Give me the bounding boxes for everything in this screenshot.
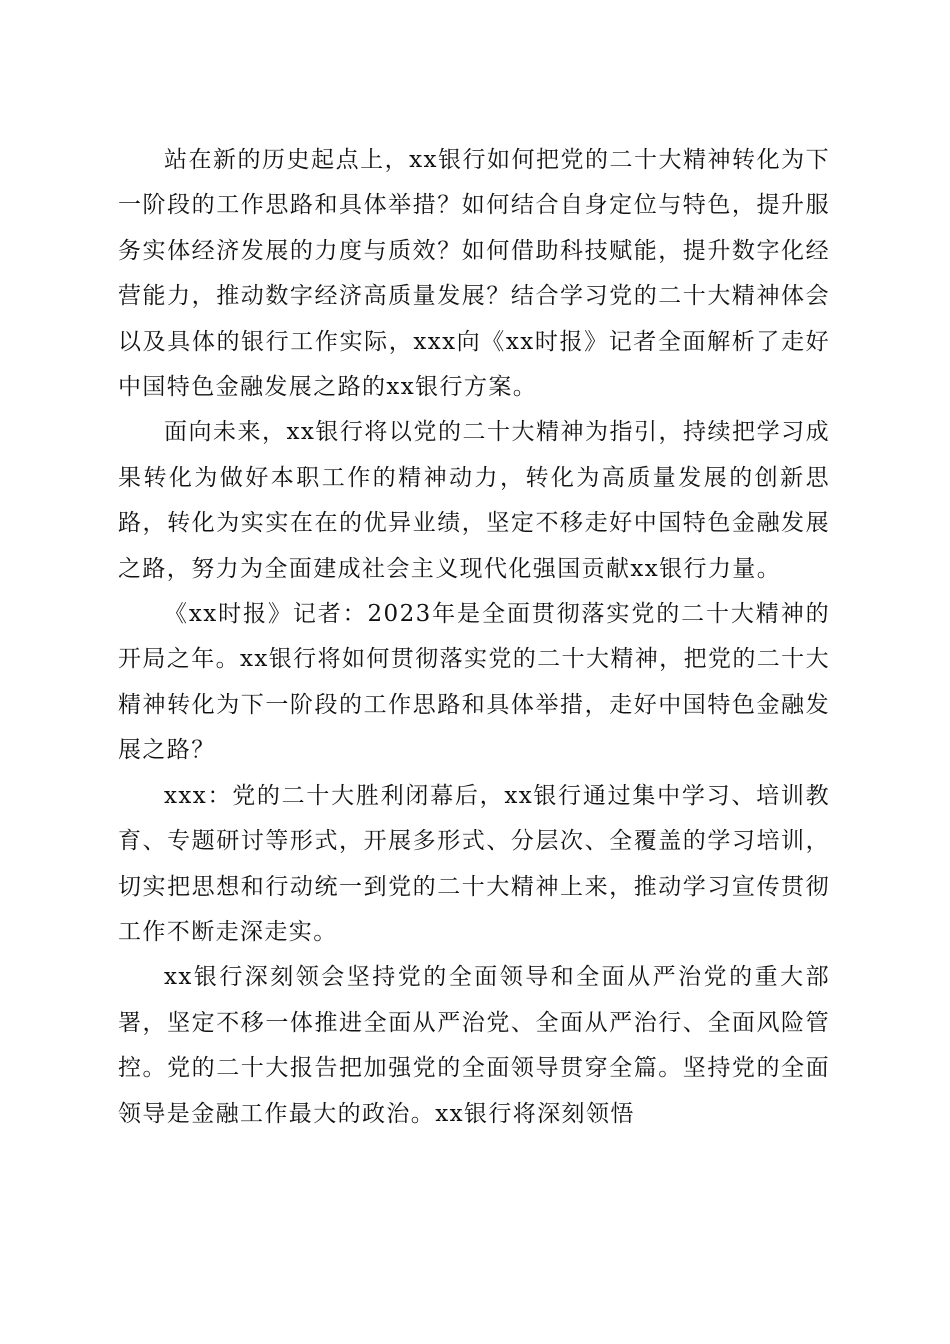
paragraph-future: 面向未来，xx银行将以党的二十大精神为指引，持续把学习成果转化为做好本职工作的精神动力，转化为高质量发展的创新思路，转化为实实在在的优异业绩，坚定不移走好中国特色金融发展之路，努力为全面建成社会主义现代化强国贡献xx银行力量。 xyxy=(118,419,830,582)
paragraph-leadership: xx银行深刻领会坚持党的全面领导和全面从严治党的重大部署，坚定不移一体推进全面从严治党、全面从严治行、全面风险管控。党的二十大报告把加强党的全面领导贯穿全篇。坚持党的全面领导是金融工作最大的政治。xx银行将深刻领悟 xyxy=(118,964,830,1127)
paragraph-intro: 站在新的历史起点上，xx银行如何把党的二十大精神转化为下一阶段的工作思路和具体举措？如何结合自身定位与特色，提升服务实体经济发展的力度与质效？如何借助科技赋能，提升数字化经营能力，推动数字经济高质量发展？结合学习党的二十大精神体会以及具体的银行工作实际，xxx向《xx时报》记者全面解析了走好中国特色金融发展之路的xx银行方案。 xyxy=(118,147,830,401)
paragraph-answer: xxx：党的二十大胜利闭幕后，xx银行通过集中学习、培训教育、专题研讨等形式，开展多形式、分层次、全覆盖的学习培训，切实把思想和行动统一到党的二十大精神上来，推动学习宣传贯彻工作不断走深走实。 xyxy=(118,782,830,945)
paragraph-reporter-question: 《xx时报》记者：2023年是全面贯彻落实党的二十大精神的开局之年。xx银行将如何贯彻落实党的二十大精神，把党的二十大精神转化为下一阶段的工作思路和具体举措，走好中国特色金融发展之路？ xyxy=(118,601,830,764)
document-body xyxy=(118,138,830,1137)
